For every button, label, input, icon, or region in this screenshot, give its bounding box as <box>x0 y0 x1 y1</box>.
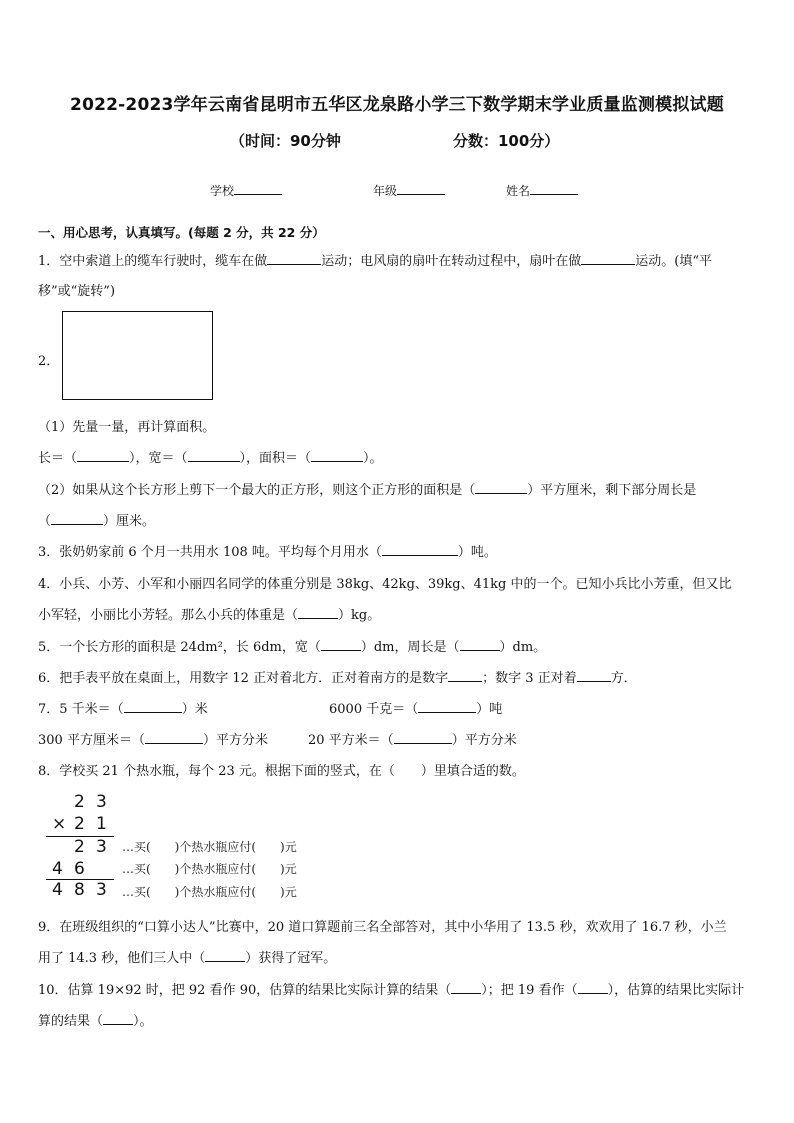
q2-square-area-blank[interactable] <box>475 481 527 494</box>
q5-text-a: 5．一个长方形的面积是 24dm²，长 6dm，宽（ <box>38 640 321 655</box>
name-label: 姓名 <box>506 184 531 198</box>
q10-text-e: ）。 <box>133 1014 153 1029</box>
calc-digit: 2 <box>74 837 85 857</box>
q4-text-c: ）kg。 <box>338 608 381 623</box>
q2-width-blank[interactable] <box>188 449 240 462</box>
question-10 <box>38 979 744 998</box>
q9-text-c: ）获得了冠军。 <box>245 951 337 966</box>
school-field <box>210 182 282 199</box>
q3-text-a: 3．张奶奶家前 6 个月一共用水 108 吨。平均每个月用水（ <box>38 545 382 560</box>
q7-d-unit: ）平方分米 <box>451 733 517 748</box>
q7-d-text: 20 平方米＝（ <box>308 733 394 748</box>
q7-b-blank[interactable] <box>418 700 476 713</box>
q6-blank-1[interactable] <box>448 669 482 682</box>
calc-digit: 4 <box>52 880 63 900</box>
q6-text-a: 6．把手表平放在桌面上，用数字 12 正对着北方．正对着南方的是数字 <box>38 671 449 686</box>
calc-digit: 3 <box>96 880 107 900</box>
q1-blank-1[interactable] <box>267 252 321 265</box>
q7-a-text: 7．5 千米＝（ <box>38 702 124 717</box>
q1-text-b: 运动；电风扇的扇叶在转动过程中，扇叶在做 <box>321 254 582 269</box>
q3-blank[interactable] <box>382 543 458 556</box>
question-1 <box>38 250 712 269</box>
exam-time: （时间：90分钟 <box>230 132 341 150</box>
question-5 <box>38 636 546 655</box>
grade-blank[interactable] <box>397 182 445 195</box>
q2-length-blank[interactable] <box>77 449 129 462</box>
q2-sub2 <box>38 479 696 498</box>
calc-note: …买( )个热水瓶应付( )元 <box>122 840 297 854</box>
q6-text-c: 方． <box>610 671 637 686</box>
q10-text-b: ）；把 19 看作（ <box>481 983 578 998</box>
q4-blank[interactable] <box>298 606 338 619</box>
q3-text-b: ）吨。 <box>457 545 497 560</box>
question-8: 8．学校买 21 个热水瓶，每个 23 元。根据下面的竖式，在（ ）里填合适的数。 <box>38 764 525 779</box>
q1-text-a: 1．空中索道上的缆车行驶时，缆车在做 <box>38 254 268 269</box>
question-4-cont <box>38 604 380 623</box>
q2-width-label: ），宽＝（ <box>129 451 188 466</box>
q2-sub2-text-b: ）平方厘米，剩下部分周长是 <box>527 483 697 498</box>
q10-blank-3[interactable] <box>103 1012 133 1025</box>
page-title: 2022-2023学年云南省昆明市五华区龙泉路小学三下数学期末学业质量监测模拟试题 <box>70 95 724 115</box>
calc-digit: 8 <box>74 880 85 900</box>
name-blank[interactable] <box>530 182 578 195</box>
exam-score: 分数：100分） <box>453 132 560 150</box>
rectangle-figure <box>62 311 213 400</box>
q7-a-unit: ）米 <box>181 702 208 717</box>
grade-label: 年级 <box>373 184 398 198</box>
q2-sub2-text-c: （ <box>38 514 52 529</box>
q10-blank-2[interactable] <box>578 981 608 994</box>
q7-b-unit: ）吨 <box>476 702 503 717</box>
question-7d <box>308 729 517 748</box>
q2-area-label: ），面积＝（ <box>239 451 312 466</box>
q9-text-b: 用了 14.3 秒，他们三人中（ <box>38 951 206 966</box>
calc-digit: 6 <box>74 859 85 879</box>
q4-text-b: 小军轻，小丽比小芳轻。那么小兵的体重是（ <box>38 608 299 623</box>
q2-number: 2． <box>38 354 60 369</box>
q2-sub1: （1）先量一量，再计算面积。 <box>38 420 216 435</box>
q2-area-blank[interactable] <box>311 449 363 462</box>
question-4: 4．小兵、小芳、小军和小丽四名同学的体重分别是 38kg、42kg、39kg、41kg 中的一个。已知小兵比小芳重，但又比 <box>38 577 732 592</box>
calc-digit: 1 <box>96 814 107 834</box>
q7-b-text: 6000 千克＝（ <box>329 702 419 717</box>
calc-digit: 3 <box>96 837 107 857</box>
q5-width-blank[interactable] <box>321 638 361 651</box>
q9-blank[interactable] <box>205 949 245 962</box>
q2-perimeter-blank[interactable] <box>51 512 103 525</box>
q1-blank-2[interactable] <box>581 252 635 265</box>
q7-a-blank[interactable] <box>124 700 182 713</box>
grade-field <box>373 182 445 199</box>
vertical-multiplication <box>30 790 370 900</box>
question-7a <box>38 698 208 717</box>
q2-measure-end: ）。 <box>363 451 383 466</box>
q10-blank-1[interactable] <box>451 981 481 994</box>
name-field <box>506 182 578 199</box>
school-blank[interactable] <box>234 182 282 195</box>
q7-c-unit: ）平方分米 <box>202 733 268 748</box>
question-3 <box>38 541 497 560</box>
question-9: 9．在班级组织的“口算小达人”比赛中，20 道口算题前三名全部答对，其中小华用了 13.5 秒，欢欢用了 16.7 秒，小兰 <box>38 920 727 935</box>
q5-text-c: ）dm。 <box>499 640 547 655</box>
question-7c <box>38 729 268 748</box>
q2-sub2-text-d: ）厘米。 <box>103 514 156 529</box>
question-1-cont: 移”或“旋转”) <box>38 284 116 299</box>
school-label: 学校 <box>210 184 235 198</box>
q7-d-blank[interactable] <box>394 731 452 744</box>
q10-text-c: ），估算的结果比实际计 <box>607 983 745 998</box>
q10-text-d: 算的结果（ <box>38 1014 104 1029</box>
q5-text-b: ）dm，周长是（ <box>360 640 460 655</box>
q7-c-text: 300 平方厘米＝（ <box>38 733 145 748</box>
question-7b <box>329 698 502 717</box>
question-10-cont <box>38 1010 153 1029</box>
q2-measure-line <box>38 447 383 466</box>
calc-digit: 2 <box>74 792 85 812</box>
q6-blank-2[interactable] <box>577 669 611 682</box>
calc-digit: 2 <box>74 814 85 834</box>
q6-text-b: ；数字 3 正对着 <box>482 671 577 686</box>
calc-multiply-sign: × <box>52 814 67 834</box>
question-9-cont <box>38 947 336 966</box>
q2-length-label: 长＝（ <box>38 451 78 466</box>
q1-text-c: 运动。(填“平 <box>635 254 713 269</box>
calc-note: …买( )个热水瓶应付( )元 <box>122 862 297 876</box>
section-1-heading: 一、用心思考，认真填写。(每题 2 分，共 22 分） <box>38 225 325 240</box>
question-6 <box>38 667 637 686</box>
calc-note: …买( )个热水瓶应付( )元 <box>122 885 297 899</box>
q7-c-blank[interactable] <box>145 731 203 744</box>
q2-sub2-text-a: （2）如果从这个长方形上剪下一个最大的正方形，则这个正方形的面积是（ <box>38 483 476 498</box>
calc-digit: 3 <box>96 792 107 812</box>
calc-digit: 4 <box>52 859 63 879</box>
q5-perimeter-blank[interactable] <box>460 638 500 651</box>
q2-sub2-cont <box>38 510 155 529</box>
q10-text-a: 10．估算 19×92 时，把 92 看作 90，估算的结果比实际计算的结果（ <box>38 983 452 998</box>
